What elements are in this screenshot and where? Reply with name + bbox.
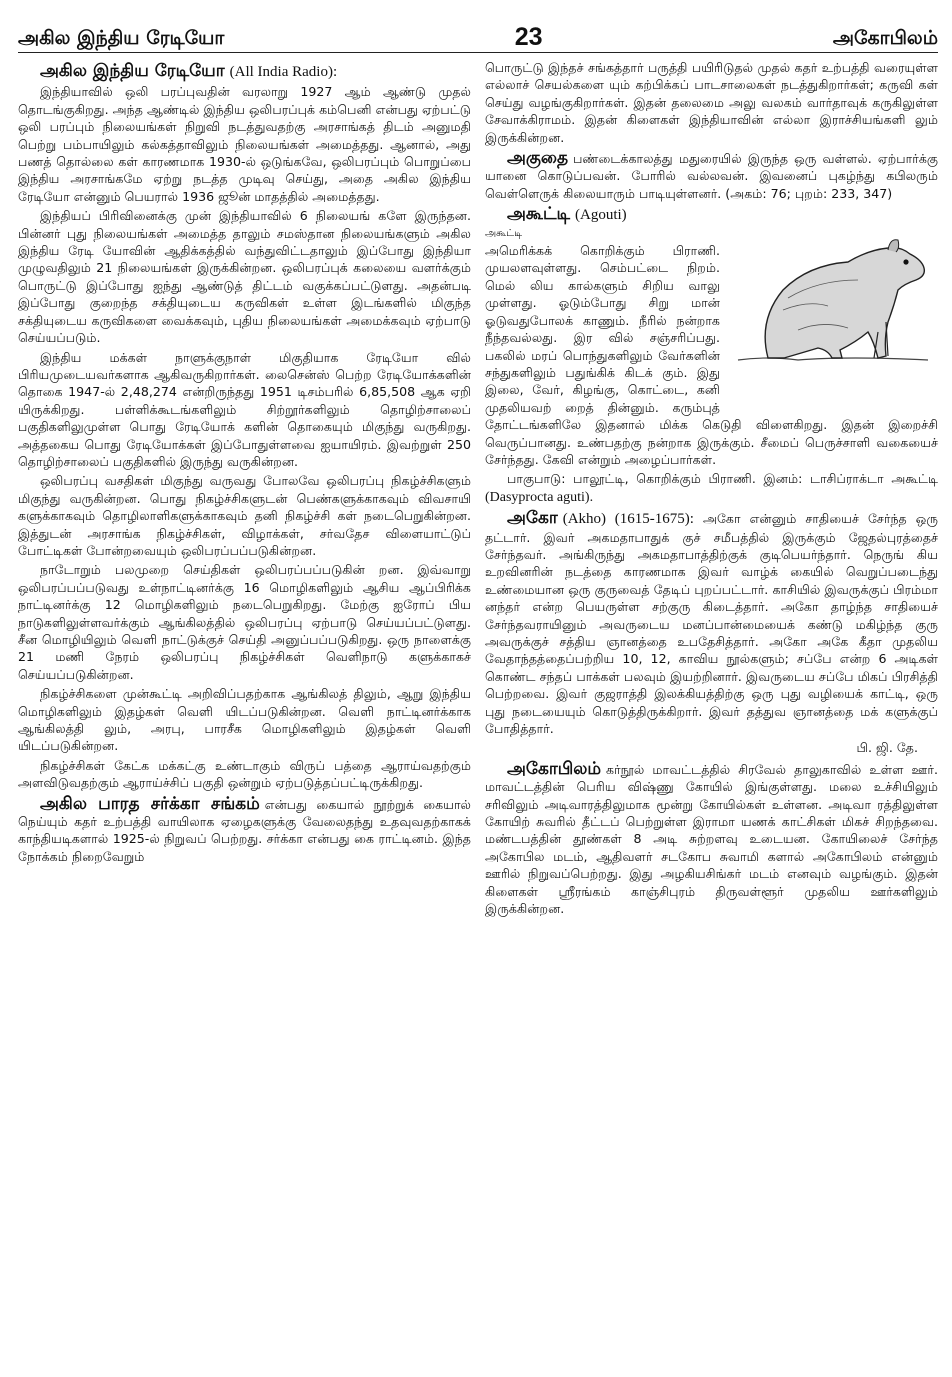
classification-line (485, 470, 938, 506)
entry-all-india-radio (18, 63, 471, 81)
left-column (18, 59, 471, 920)
author-signature: பி. ஜி. தே. (856, 740, 918, 756)
entry-text: என்பது கையால் நூற்றுக் கையால் நெய்யும் கதர் உற்பத்தி வாயிலாக ஏழைகளுக்கு வேலைதந்து உதவுவதற்காகக் காந்தியடிகளால் 1925-ல் நிறுவப் பெற்றது. சர்க்கா என்பது கை ராட்டினம். இந்த நோக்கம் நிறைவேறும் (18, 796, 471, 864)
entry-text: அகோ என்னும் சாதியைச் சேர்ந்த ஒரு தட்டார். இவர் அகமதாபாதுக் குச் சமீபத்தில் இருக்கும் ஜேதல்புரத்தைச் சேர்ந்தவர். அங்கிருந்து அகமதாபாத்திற்குக் குடிபெயர்ந்தார். நெருங் கிய உறவினரின் நடத்தை காரணமாக இவர் வாழ்க் கையில் வெறுப்படைந்து உண்மையான ஒரு குருவைத் தேடிப் புறப்பட்டார். காசியில் இவருக்குப் பிரம்மா னந்தர் என்ற பெயருள்ள சற்குரு கிடைத்தார். அகோ தாழ்ந்த சாதியைச் சேர்ந்தவராயினும் அவருடைய மனப்பான்மையைக் கண்டு மகிழ்ந்த குரு அவருக்குச் சத்திய ஞானத்தை உபதேசித்தார். அகோ அகே கீதா முதலிய வேதாந்தத்தைப்பற்றிய 10, 12, காவிய நூல்களும்; சப்பே என்ற 6 அடிகள் கொண்ட சந்தப் பாக்கள் பலவும் இயற்றினார். இவருடைய சப்பே மிகப் பிரசித்தி பெற்றவை. இவர் குஜராத்தி இலக்கியத்திற்கு ஒரு புது வழியைக் காட்டி, ஒரு புது நடையையும் கொடுத்திருக்கிறார். இவர் தத்துவ ஞானத்தை மக் களுக்குப் போதித்தார். (485, 511, 938, 737)
headword: அகில இந்திய ரேடியோ (40, 61, 225, 81)
paragraph: இந்தியாவில் ஒலி பரப்புவதின் வரலாறு 1927 ஆம் ஆண்டு முதல் தொடங்குகிறது. அந்த ஆண்டில் இந்திய ஒலிபரப்புக் கம்பெனி என்பது ஏற்பட்டு ஒலி பரப்பும் நிலையங்கள் நிறுவி நடத்துவதற்கு அரசாங்கத் திடம் அனுமதி பெற்று பம்பாயிலும் கல்கத்தாவிலும் நிலையங்கள் அமைத்தது. ஆனால், அது பணத் தொல்லை கள் காரணமாக 1930-ல் ஒடுங்கவே, ஒலிபரப்பும் பொறுப்பை இந்திய அரசாங்கமே ஏற்று நடத்த முடிவு செய்து, அதை அகில இந்திய ரேடியோ என்னும் பெயரால் 1936 ஜூன் மாதத்தில் அமைத்தது. (18, 84, 471, 204)
classification-text: பாகுபாடு: பாலூட்டி, கொறிக்கும் பிராணி. இனம்: டாசிப்ராக்டா அகூட்டி (507, 471, 938, 487)
entry-text: கர்நூல் மாவட்டத்தில் சிரவேல் தாலுகாவில் உள்ள ஊர். மாவட்டத்தின் பெரிய விஷ்ணு கோயில் இங்குள்ளது. மலை உச்சியிலும் சரிவிலும் அடிவாரத்திலுமாக மூன்று கோயில்கள் உள்ளன. அடிவா ரத்திலுள்ள கோயிற் சுவரில் தீட்டப் பெற்றுள்ள இராமா யணக் காட்சிகள் மிகச் சிறந்தவை. மண்டபத்தின் தூண்கள் 8 அடி சுற்றளவு உடையன. கோயிலைச் சேர்ந்த அகோபில மடம், ஆதிவளர் சடகோப சுவாமி களால் அகோபிலம் என்னும் ஊரில் நிறுவப்பெற்றது. இது அழகியசிங்கர் மடம் எனவும் வழங்கும். இதன் கிளைகள் ஸ்ரீரங்கம் காஞ்சிபுரம் திருவள்ளூர் முதலிய ஊர்களிலும் இருக்கின்றன. (485, 761, 938, 917)
right-column (485, 59, 938, 920)
headword: அகோபிலம் (507, 758, 602, 779)
page-number: 23 (514, 23, 543, 51)
entry-akho (485, 510, 938, 737)
english-term: (Akho) (1615-1675): (562, 511, 694, 528)
entry-ahobilam (485, 758, 938, 918)
latin-name: (Dasyprocta aguti). (485, 489, 594, 505)
running-head-right: அகோபிலம் (832, 27, 938, 49)
entry-charka-sangam (18, 793, 471, 866)
paragraph: நிகழ்ச்சிகள் கேட்க மக்கட்கு உண்டாகும் விருப் பத்தை ஆராய்வதற்கும் அளவிடுவதற்கும் ஆராய்ச்சிப் பகுதி ஒன்றும் ஏற்படுத்தப்பட்டிருக்கிறது. (18, 757, 471, 791)
headword: அகில பாரத சர்க்கா சங்கம் (40, 793, 260, 814)
paragraph: இந்திய மக்கள் நாளுக்குநாள் மிகுதியாக ரேடியோ வில் பிரியமுடையவர்களாக ஆகிவருகிறார்கள். லைசென்ஸ் பெற்ற ரேடியோக்களின் தொகை 1947-ல் 2,48,274 என்றிருந்தது 1951 டிசம்பரில் 6,85,508 ஆக ஏறி யிருக்கிறது. பள்ளிக்கூடங்களிலும் சிற்றூர்களிலும் தொழிற்சாலைப் பகுதிகளிலுமுள்ள பொது ரேடியோக் களின் தொகையும் மிகுந்து வருகிறது. அத்தகைய பொது ரேடியோக்கள் இப்போதுள்ளவை ஐயாயிரம். இவற்றுள் 250 தொழிற்சாலைப் பகுதிகளில் இருந்து வருகின்றன. (18, 349, 471, 469)
page-header (18, 8, 938, 53)
headword: அகூட்டி (507, 204, 571, 225)
entry-akuthai (485, 150, 938, 202)
paragraph-continued: பொருட்டு இந்தச் சங்கத்தார் பருத்தி பயிரிடுதல் முதல் கதர் உற்பத்தி வரையுள்ள எல்லாச் செயல்களை யும் கற்பிக்கப் பாடசாலைகள் நடத்துகிறார்கள்; கருவி கள் செய்து வழங்குகிறார்கள். இதன் தலைமை அலு வலகம் வார்தாவுக் கருகிலுள்ள சேவாக்கிராமம். இதன் கிளைகள் இந்தியாவின் எல்லா இராச்சியங்களி லும் இருக்கின்றன. (485, 60, 938, 145)
agouti-figure (728, 210, 938, 396)
entry-agouti (485, 206, 938, 224)
paragraph: இந்தியப் பிரிவினைக்கு முன் இந்தியாவில் 6 நிலையங் களே இருந்தன. பின்னர் புது நிலையங்கள் அமைத்த தாலும் சமஸ்தான நிலையங்களும் அகில இந்திய ரேடி யோவின் ஆதிக்கத்தில் வந்துவிட்டதாலும் இப்போது இந்தியா முழுவதிலும் 21 நிலையங்கள் இருக்கின்றன. ஒலிபரப்புக் கலையை வளர்க்கும் பொருட்டு இப்போது ஐந்து ஆண்டுத் திட்டம் வகுக்கப்பட்டுளது. அதன்படி இப்போது குறைந்த சக்தியுடைய கருவிகள் உள்ள இடங்களில் மிகுந்த சக்தியுடைய கருவிகளை வைக்கவும், புதிய நிலையங்கள் அமைக்கவும் ஏற்பாடு செய்யப்படும். (18, 208, 471, 346)
headword: அகுதை (507, 148, 569, 169)
running-head-left: அகில இந்திய ரேடியோ (18, 27, 225, 49)
paragraph: நிகழ்ச்சிகளை முன்கூட்டி அறிவிப்பதற்காக ஆங்கிலத் திலும், ஆறு இந்திய மொழிகளிலும் இதழ்கள் வெளி யிடப்படுகின்றன. வெளி நாட்டினர்க்காக ஆங்கிலத்தி லும், அரபு, பாரசீக மொழிகளிலும் இதழ்கள் வெளி யிடப்படுகின்றன. (18, 686, 471, 754)
english-term: (All India Radio): (229, 64, 338, 80)
paragraph: ஒலிபரப்பு வசதிகள் மிகுந்து வருவது போலவே ஒலிபரப்பு நிகழ்ச்சிகளும் மிகுந்து வருகின்றன. பொது நிகழ்ச்சிகளுடன் பெண்களுக்காகவும் விவசாயி களுக்காகவும் தொழிலாளிகளுக்காகவும் தனி நிகழ்ச்சி கள் நடைபெறுகின்றன. இத்துடன் அரசாங்க நிகழ்ச்சிகள், விழாக்கள், சர்வதேச விளையாட்டுப் போட்டிகள் போன்றவையும் ஒலிபரப்பப்படுகின்றன. (18, 473, 471, 558)
paragraph: நாடோறும் பலமுறை செய்திகள் ஒலிபரப்பப்படுகின் றன. இவ்வாறு ஒலிபரப்பப்படுவது உள்நாட்டினர்க்கு 16 மொழிகளிலும் ஆசிய ஆப்பிரிக்க நாட்டினர்க்கு 12 மொழிகளிலும் நடைபெறுகிறது. மேற்கு ஐரோப் பிய நாடுகளிலுள்ளவர்க்கும் ஆங்கிலத்தில் ஒலிபரப்பு ஏற்பாடு செய்யப்பட்டுளது. சீன மொழியிலும் வெளி நாட்டுக்குச் செய்தி அனுப்பப்படுகிறது. ஒரு நாளைக்கு 21 மணி நேரம் ஒலிபரப்பு நிகழ்ச்சிகள் வெளிநாடு களுக்காகச் செய்யப்படுகின்றன. (18, 562, 471, 682)
headword: அகோ (507, 508, 558, 529)
entry-text: பண்டைக்காலத்து மதுரையில் இருந்த ஒரு வள்ளல். ஏற்பார்க்கு யானை கொடுப்பவன். போரில் வல்லவன். இவனைப் புகழ்ந்து கபிலரும் வெள்ளெருக் கிலையாரும் பாடியுள்ளனர். (அகம்: 76; புறம்: 233, 347) (485, 151, 938, 201)
agouti-illustration (728, 210, 938, 378)
english-term: (Agouti) (575, 207, 627, 224)
figure-caption: அகூட்டி (485, 227, 523, 239)
entry-text: அமெரிக்கக் கொறிக்கும் பிராணி. முயலளவுள்ளது. செம்பட்டை நிறம். மெல் லிய கால்களும் சிறிய வாலு முள்ளது. ஓடும்போது சிறு மான் ஓடுவதுபோலக் காணும். நீரில் நன்றாக நீந்தவல்லது. இர வில் சஞ்சரிப்பது. பகலில் மரப் பொந்துகளிலும் வேர்களின் சந்துகளிலும் பதுங்கிக் கிடக் கும். இது இலை, வேர், கிழங்கு, கொட்டை, கனி முதலியவற் றைத் தின்னும். கரும்புத் தோட்டங்களிலே இதனால் மிக்க கெடுதி விளைகிறது. இதன் இறைச்சி வெருப்பானது. உண்பதற்கு நன்றாக இருக்கும். சீமைப் பெருச்சாளி வகையைச் சேர்ந்தது. கேவி என்றும் அழைப்பார்கள். (485, 243, 938, 467)
two-column-body (18, 59, 938, 920)
